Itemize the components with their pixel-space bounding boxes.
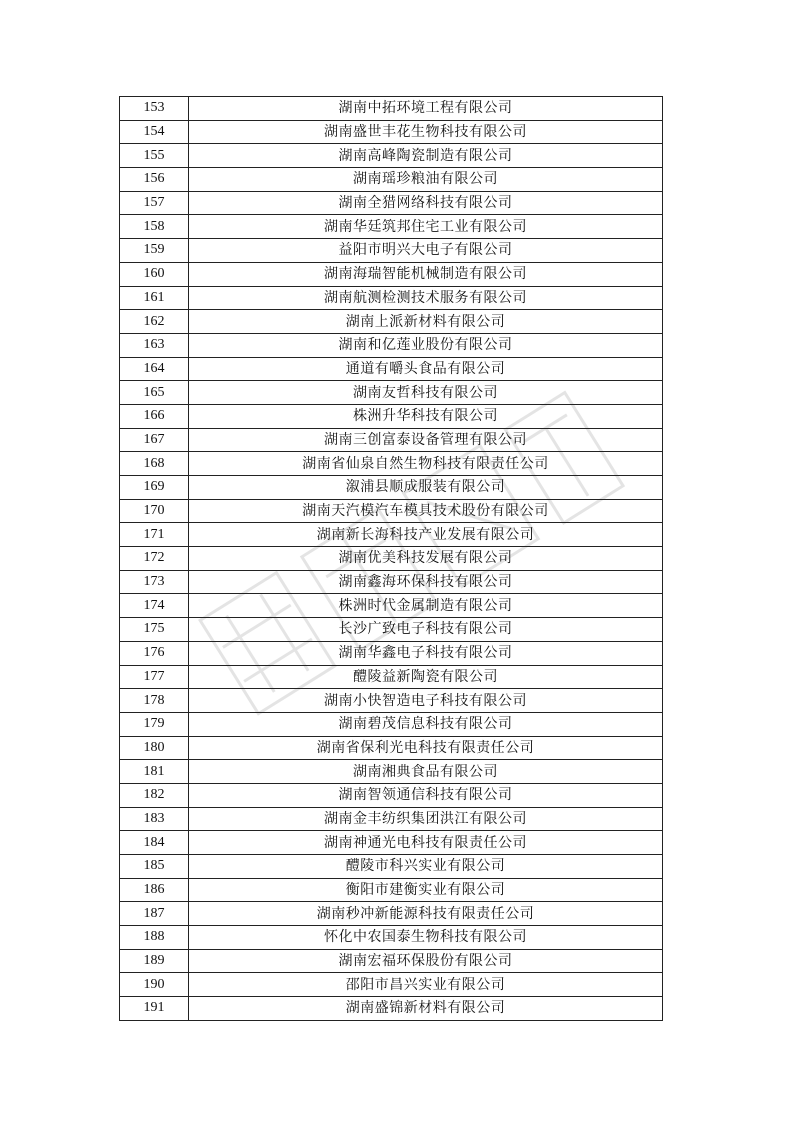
company-name: 株洲升华科技有限公司 [189,404,663,428]
table-row [120,665,663,689]
row-number: 162 [120,310,189,334]
table-row [120,120,663,144]
table-row [120,547,663,571]
company-name: 湖南小快智造电子科技有限公司 [189,689,663,713]
table-row [120,310,663,334]
row-number: 178 [120,689,189,713]
company-name: 湖南航测检测技术服务有限公司 [189,286,663,310]
table-row [120,878,663,902]
row-number: 188 [120,926,189,950]
row-number: 183 [120,807,189,831]
company-name: 湖南全猎网络科技有限公司 [189,191,663,215]
company-name: 衡阳市建衡实业有限公司 [189,878,663,902]
company-name: 湖南中拓环境工程有限公司 [189,97,663,121]
table-row [120,404,663,428]
row-number: 170 [120,499,189,523]
company-name: 湖南湘典食品有限公司 [189,760,663,784]
row-number: 159 [120,239,189,263]
row-number: 175 [120,618,189,642]
table-row [120,855,663,879]
table-row [120,594,663,618]
table-row [120,452,663,476]
company-name: 湖南神通光电科技有限责任公司 [189,831,663,855]
row-number: 172 [120,547,189,571]
table-row [120,973,663,997]
row-number: 171 [120,523,189,547]
company-name: 湖南天汽模汽车模具技术股份有限公司 [189,499,663,523]
table-row [120,239,663,263]
row-number: 161 [120,286,189,310]
row-number: 154 [120,120,189,144]
table-row [120,760,663,784]
row-number: 173 [120,570,189,594]
table-row [120,286,663,310]
row-number: 153 [120,97,189,121]
row-number: 176 [120,641,189,665]
company-name: 湖南省保利光电科技有限责任公司 [189,736,663,760]
company-name: 湖南优美科技发展有限公司 [189,547,663,571]
company-name: 溆浦县顺成服装有限公司 [189,476,663,500]
row-number: 179 [120,712,189,736]
company-list-body [120,97,663,1021]
table-row [120,926,663,950]
row-number: 163 [120,333,189,357]
company-name: 湖南海瑞智能机械制造有限公司 [189,262,663,286]
table-row [120,191,663,215]
company-name: 长沙广致电子科技有限公司 [189,618,663,642]
company-name: 湖南鑫海环保科技有限公司 [189,570,663,594]
table-row [120,476,663,500]
table-row [120,523,663,547]
table-row [120,618,663,642]
row-number: 184 [120,831,189,855]
table-row [120,641,663,665]
table-row [120,689,663,713]
company-name: 醴陵益新陶瓷有限公司 [189,665,663,689]
table-row [120,144,663,168]
table-row [120,428,663,452]
row-number: 156 [120,168,189,192]
row-number: 189 [120,949,189,973]
row-number: 191 [120,997,189,1021]
company-name: 湖南上派新材料有限公司 [189,310,663,334]
row-number: 155 [120,144,189,168]
company-list-table [119,96,663,1021]
row-number: 177 [120,665,189,689]
company-name: 醴陵市科兴实业有限公司 [189,855,663,879]
table-row [120,902,663,926]
table-row [120,215,663,239]
company-name: 邵阳市昌兴实业有限公司 [189,973,663,997]
row-number: 168 [120,452,189,476]
company-name: 湖南盛锦新材料有限公司 [189,997,663,1021]
company-name: 湖南碧茂信息科技有限公司 [189,712,663,736]
row-number: 186 [120,878,189,902]
table-row [120,807,663,831]
company-name: 湖南宏福环保股份有限公司 [189,949,663,973]
row-number: 164 [120,357,189,381]
company-name: 湖南瑶珍粮油有限公司 [189,168,663,192]
row-number: 190 [120,973,189,997]
row-number: 160 [120,262,189,286]
table-row [120,997,663,1021]
company-name: 湖南盛世丰花生物科技有限公司 [189,120,663,144]
company-name: 湖南新长海科技产业发展有限公司 [189,523,663,547]
row-number: 182 [120,783,189,807]
company-name: 湖南华鑫电子科技有限公司 [189,641,663,665]
table-row [120,168,663,192]
company-name: 湖南智领通信科技有限公司 [189,783,663,807]
company-name: 湖南高峰陶瓷制造有限公司 [189,144,663,168]
table-row [120,357,663,381]
company-name: 湖南三创富泰设备管理有限公司 [189,428,663,452]
company-name: 株洲时代金属制造有限公司 [189,594,663,618]
row-number: 181 [120,760,189,784]
company-name: 通道有嚼头食品有限公司 [189,357,663,381]
table-row [120,570,663,594]
company-name: 湖南金丰纺织集团洪江有限公司 [189,807,663,831]
table-row [120,381,663,405]
table-row [120,333,663,357]
row-number: 158 [120,215,189,239]
table-row [120,736,663,760]
row-number: 166 [120,404,189,428]
company-name: 湖南友哲科技有限公司 [189,381,663,405]
row-number: 174 [120,594,189,618]
company-name: 怀化中农国泰生物科技有限公司 [189,926,663,950]
table-row [120,783,663,807]
table-row [120,712,663,736]
company-name: 湖南和亿莲业股份有限公司 [189,333,663,357]
row-number: 185 [120,855,189,879]
row-number: 157 [120,191,189,215]
row-number: 169 [120,476,189,500]
table-row [120,499,663,523]
company-name: 湖南省仙泉自然生物科技有限责任公司 [189,452,663,476]
company-name: 湖南秒冲新能源科技有限责任公司 [189,902,663,926]
row-number: 165 [120,381,189,405]
table-row [120,97,663,121]
table-row [120,831,663,855]
company-name: 益阳市明兴大电子有限公司 [189,239,663,263]
table-row [120,262,663,286]
row-number: 167 [120,428,189,452]
row-number: 180 [120,736,189,760]
table-row [120,949,663,973]
company-name: 湖南华廷筑邦住宅工业有限公司 [189,215,663,239]
row-number: 187 [120,902,189,926]
